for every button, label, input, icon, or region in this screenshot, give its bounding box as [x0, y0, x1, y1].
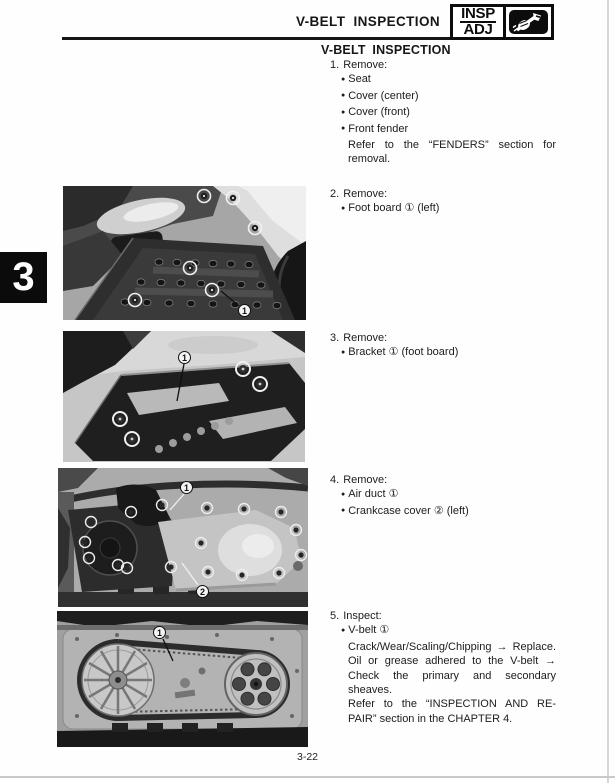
bullet-item: ● V-belt ①: [341, 623, 558, 639]
step-number: 3.: [330, 332, 340, 344]
badge-text: [453, 7, 503, 37]
note-line: PAIR” section in the CHAPTER 4.: [348, 712, 513, 725]
page-bottom-line: [0, 776, 615, 778]
step-number: 4.: [330, 474, 340, 486]
note-line: Crack/Wear/Scaling/Chipping → Replace.: [348, 640, 556, 653]
note-line: Refer to the “INSPECTION AND RE-: [348, 698, 556, 711]
step-action: Remove:: [343, 188, 388, 200]
step-3: [330, 331, 558, 362]
note-line: Oil or grease adhered to the V-belt →: [348, 655, 556, 668]
insp-adj-badge: [450, 4, 554, 40]
step-number: 2.: [330, 188, 340, 200]
hand-wrench-icon: [509, 10, 548, 34]
bullet-item: ● Seat: [341, 72, 558, 88]
bullet-item: ● Bracket ① (foot board): [341, 345, 558, 361]
step-action: Remove:: [343, 332, 388, 344]
photo-air-duct-crankcase-cover: [58, 468, 308, 607]
bullet-item: ● Air duct ①: [341, 487, 558, 503]
step-1: [330, 58, 558, 167]
step-action: Inspect:: [343, 610, 382, 622]
step-action: Remove:: [343, 474, 388, 486]
bullet-item: ● Cover (front): [341, 105, 558, 121]
figure-callout-2: 2: [196, 585, 209, 598]
figure-callout-1: 1: [153, 626, 166, 639]
photo-foot-board-bracket: [63, 331, 305, 462]
bullet-item: ● Cover (center): [341, 89, 558, 105]
bullet-item: ● Foot board ① (left): [341, 201, 558, 217]
bullet-item: ● Crankcase cover ② (left): [341, 504, 558, 520]
step-number: 1.: [330, 59, 340, 71]
photo-v-belt: [57, 611, 308, 747]
figure-callout-1: 1: [238, 304, 251, 317]
page-number: 3-22: [296, 751, 318, 763]
badge-insp-label: INSP: [461, 5, 495, 22]
section-heading: V-BELT INSPECTION: [321, 43, 451, 57]
badge-adj-label: ADJ: [463, 21, 493, 38]
step-2: [330, 187, 558, 218]
figure-callout-1: 1: [178, 351, 191, 364]
photo-foot-board: [63, 186, 306, 320]
step-4: [330, 473, 558, 520]
note-line: Refer to the “FENDERS” section for: [348, 139, 556, 152]
note-line: removal.: [348, 153, 391, 166]
step-number: 5.: [330, 610, 340, 622]
header-rule: [62, 37, 470, 40]
header-title: V-BELT INSPECTION: [295, 14, 440, 29]
figure-callout-1: 1: [180, 481, 193, 494]
step-5: [330, 609, 558, 726]
page-edge-line: [607, 0, 609, 783]
bullet-item: ● Front fender: [341, 122, 558, 138]
step-action: Remove:: [343, 59, 388, 71]
note-line: Check the primary and secondary sheaves.: [348, 669, 556, 697]
chapter-tab: 3: [0, 252, 47, 303]
